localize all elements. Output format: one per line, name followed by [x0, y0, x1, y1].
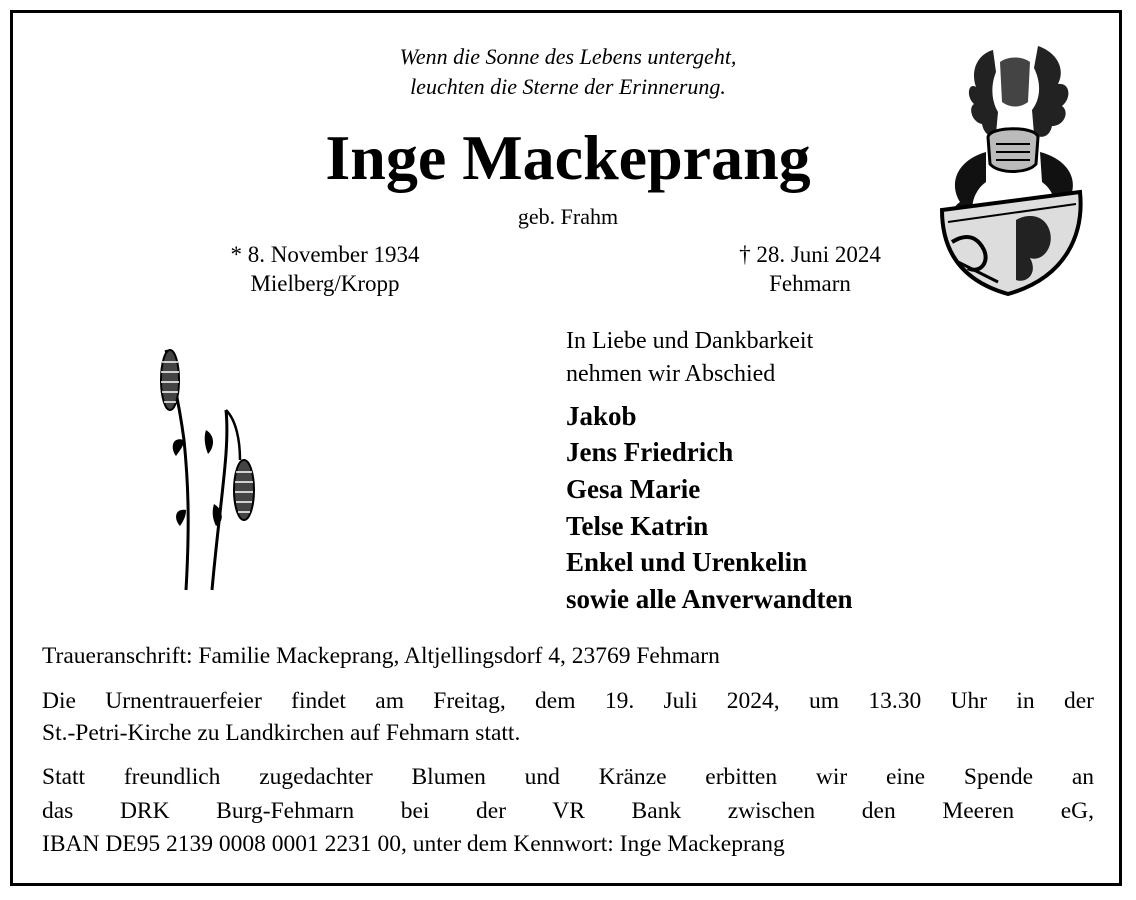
deceased-name: Inge Mackeprang [325, 122, 811, 193]
death-date: † 28. Juni 2024 [739, 242, 881, 267]
quote-line-2: leuchten die Sterne der Erinnerung. [410, 74, 726, 99]
donation-line-1: Statt freundlich zugedachter Blumen und Kränze erbitten wir eine Spende an [42, 764, 1094, 790]
farewell-line-1: In Liebe und Dankbarkeit [566, 328, 814, 354]
ceremony-line-1: Die Urnentrauerfeier findet am Freitag, dem 19. Juli 2024, um 13.30 Uhr in der [42, 688, 1094, 714]
ceremony-line-2: St.-Petri-Kirche zu Landkirchen auf Fehmarn statt. [42, 720, 521, 746]
donation-line-2: das DRK Burg-Fehmarn bei der VR Bank zwischen den Meeren eG, [42, 798, 1094, 824]
birth-place: Mielberg/Kropp [250, 271, 400, 296]
coat-of-arms-icon [938, 42, 1088, 297]
mourner-item: Telse Katrin [566, 511, 709, 541]
birth-date: * 8. November 1934 [230, 242, 420, 267]
mourner-item: Jakob [566, 401, 637, 431]
farewell-line-2: nehmen wir Abschied [566, 361, 776, 387]
mourner-item: Gesa Marie [566, 474, 701, 504]
wheat-ears-icon [150, 340, 270, 600]
mourner-item: Jens Friedrich [566, 437, 734, 467]
death-place: Fehmarn [769, 271, 851, 296]
quote-line-1: Wenn die Sonne des Lebens untergeht, [399, 44, 737, 69]
maiden-name: geb. Frahm [517, 204, 619, 229]
mourner-item: sowie alle Anverwandten [566, 584, 853, 614]
mourning-address: Traueranschrift: Familie Mackeprang, Altjellingsdorf 4, 23769 Fehmarn [42, 643, 720, 669]
mourner-item: Enkel und Urenkelin [566, 547, 808, 577]
donation-line-3: IBAN DE95 2139 0008 0001 2231 00, unter dem Kennwort: Inge Mackeprang [42, 831, 785, 857]
